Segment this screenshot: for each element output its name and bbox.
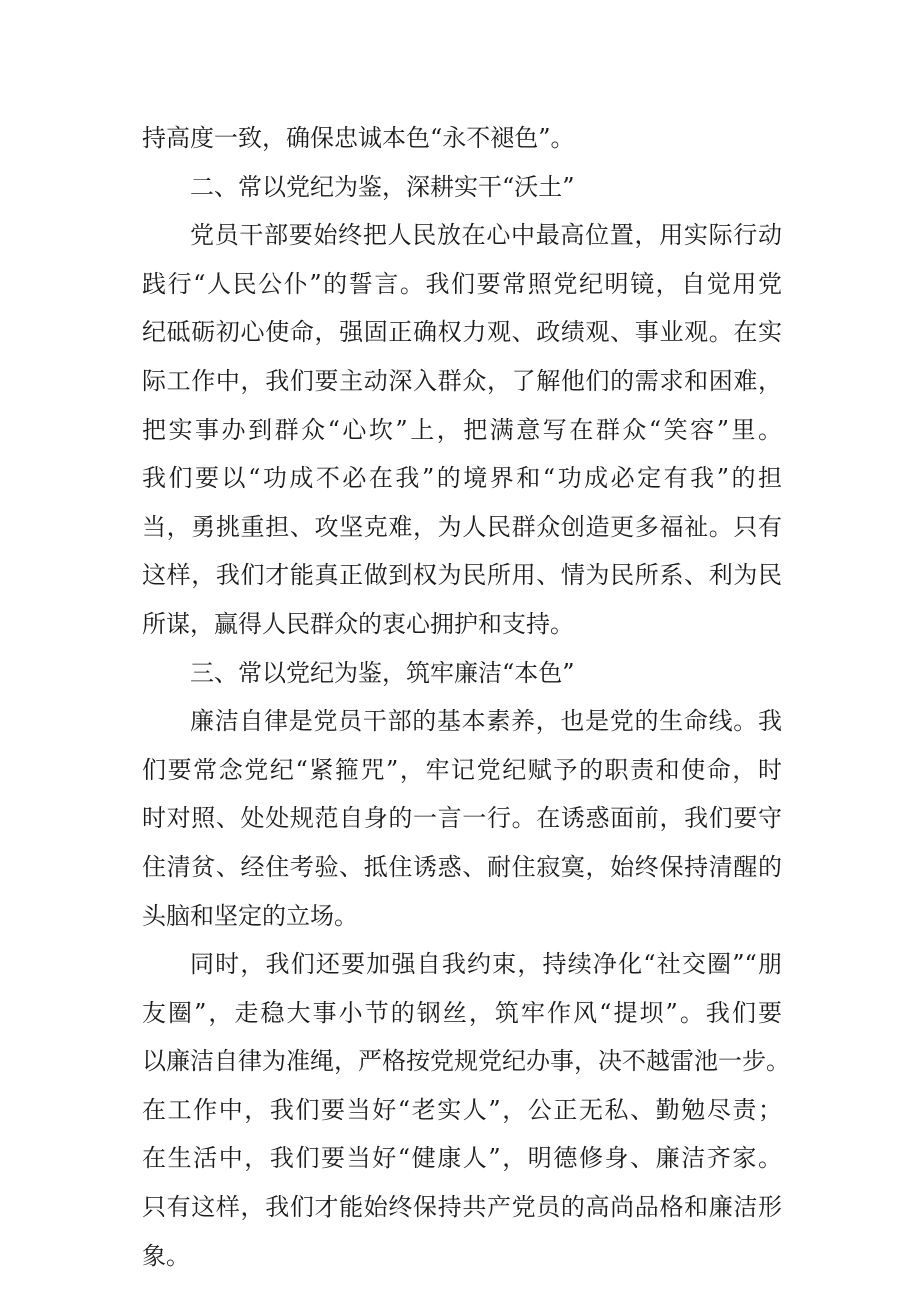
document-body — [142, 114, 790, 1280]
paragraph-line: 住清贫、经住考验、抵住诱惑、耐住寂寞，始终保持清醒的 — [142, 852, 782, 881]
paragraph-line: 持高度一致，确保忠诚本色“永不褪色”。 — [142, 124, 575, 152]
paragraph-line: 象。 — [142, 1241, 190, 1270]
paragraph-line: 纪砥砺初心使命，强固正确权力观、政绩观、事业观。在实 — [142, 318, 782, 347]
paragraph-line: 在生活中，我们要当好“健康人”，明德修身、廉洁齐家。 — [142, 1144, 782, 1173]
paragraph-line: 把实事办到群众“心坎”上，把满意写在群众“笑容”里。 — [142, 415, 782, 444]
paragraph-line: 们要常念党纪“紧箍咒”，牢记党纪赋予的职责和使命，时 — [142, 755, 782, 784]
paragraph-line: 以廉洁自律为准绳，严格按党规党纪办事，决不越雷池一步。 — [142, 1047, 790, 1076]
paragraph-line: 时对照、处处规范自身的一言一行。在诱惑面前，我们要守 — [142, 804, 782, 833]
paragraph-line: 只有这样，我们才能始终保持共产党员的高尚品格和廉洁形 — [142, 1193, 782, 1222]
paragraph-line: 友圈”，走稳大事小节的钢丝，筑牢作风“提坝”。我们要 — [142, 998, 782, 1027]
paragraph-line: 我们要以“功成不必在我”的境界和“功成必定有我”的担 — [142, 464, 782, 493]
paragraph-line: 同时，我们还要加强自我约束，持续净化“社交圈”“朋 — [190, 950, 782, 979]
paragraph-line: 所谋，赢得人民群众的衷心拥护和支持。 — [142, 609, 574, 638]
paragraph-line: 头脑和坚定的立场。 — [142, 901, 358, 930]
paragraph-line: 在工作中，我们要当好“老实人”，公正无私、勤勉尽责； — [142, 1095, 782, 1124]
paragraph-line: 这样，我们才能真正做到权为民所用、情为民所系、利为民 — [142, 561, 782, 590]
paragraph-line: 践行“人民公仆”的誓言。我们要常照党纪明镜，自觉用党 — [142, 269, 782, 298]
paragraph-line: 际工作中，我们要主动深入群众，了解他们的需求和困难， — [142, 366, 782, 395]
section-heading: 三、常以党纪为鉴，筑牢廉洁“本色” — [190, 658, 575, 687]
paragraph-line: 廉洁自律是党员干部的基本素养，也是党的生命线。我 — [190, 707, 782, 736]
paragraph-line: 党员干部要始终把人民放在心中最高位置，用实际行动 — [190, 221, 782, 250]
paragraph-line: 当，勇挑重担、攻坚克难，为人民群众创造更多福祉。只有 — [142, 512, 782, 541]
section-heading: 二、常以党纪为鉴，深耕实干“沃土” — [190, 172, 575, 201]
